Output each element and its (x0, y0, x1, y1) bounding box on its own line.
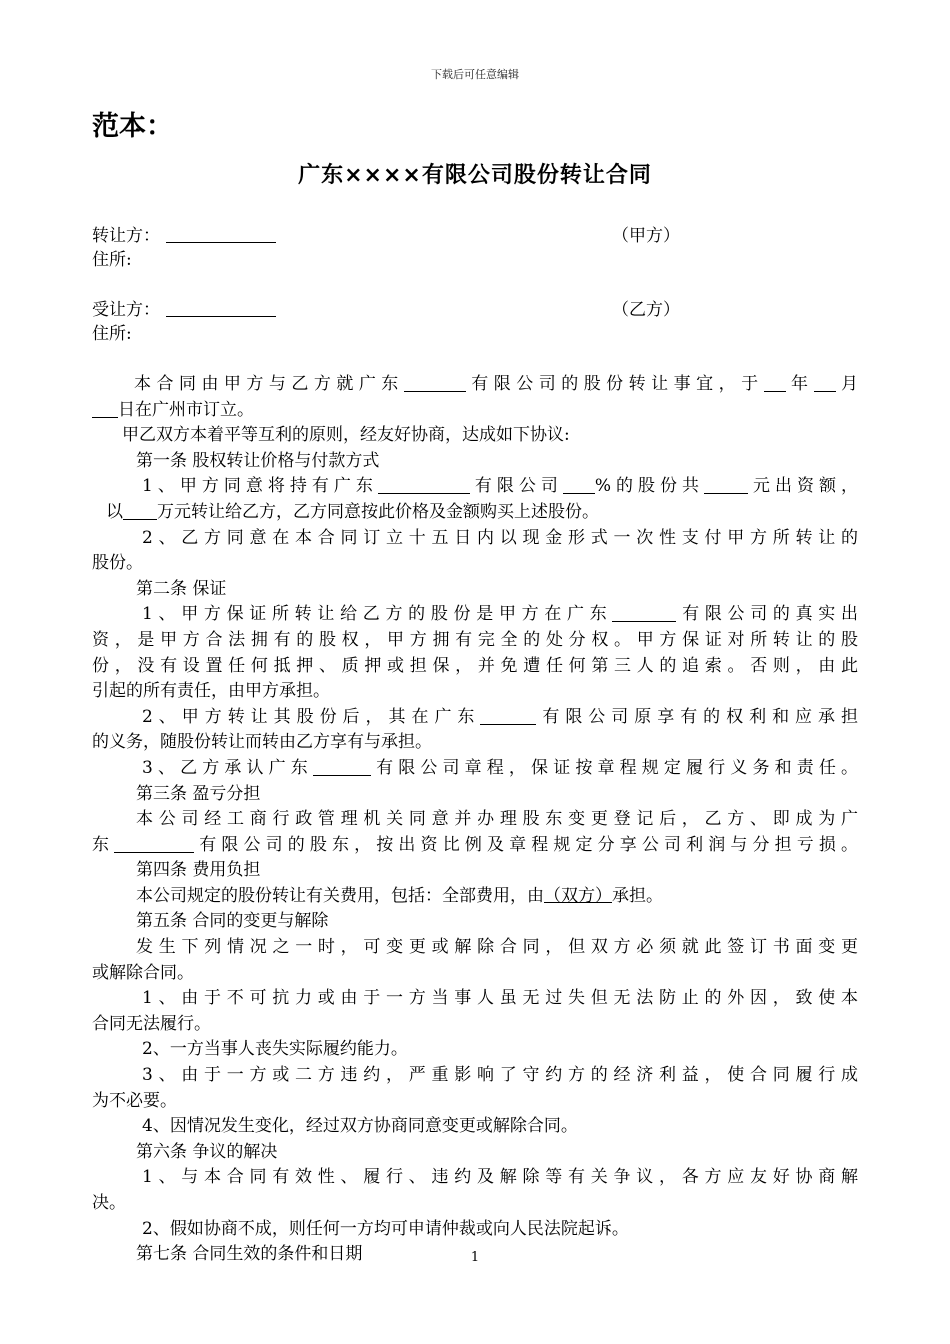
text-line: 为不必要。 (92, 1090, 177, 1111)
text-line: 甲乙双方本着平等互利的原则，经友好协商，达成如下协议: (122, 425, 570, 446)
text-line: 3、由于一方或二方违约，严重影响了守约方的经济利益，使合同履行成 (142, 1065, 858, 1086)
article-heading: 第一条 股权转让价格与付款方式 (136, 450, 380, 471)
blank-line (563, 476, 595, 494)
text-line: 3、乙方承认广东 有限公司章程，保证按章程规定履行义务和责任。 (142, 757, 858, 778)
text-line: 份，没有设置任何抵押、质押或担保，并免遭任何第三人的追索。否则，由此 (92, 655, 858, 676)
article-heading: 第七条 合同生效的条件和日期 (136, 1244, 363, 1265)
text-line: 1、由于不可抗力或由于一方当事人虽无过失但无法防止的外因，致使本 (142, 988, 858, 1009)
text-line: 引起的所有责任，由甲方承担。 (92, 681, 330, 702)
text-line: 1、甲方保证所转让给乙方的股份是甲方在广东 有限公司的真实出 (142, 604, 859, 625)
transferor-address-label: 住所: (92, 250, 132, 270)
blank-line (612, 604, 676, 622)
text-line: 资，是甲方合法拥有的股权，甲方拥有完全的处分权。甲方保证对所转让的股 (92, 629, 858, 650)
text-line: 4、因情况发生变化，经过双方协商同意变更或解除合同。 (142, 1116, 578, 1137)
text-line: 本合同由甲方与乙方就广东 有限公司的股份转让事宜，于 年 月 (134, 374, 859, 394)
header-note: 下载后可任意编辑 (431, 68, 519, 81)
blank-line (704, 476, 748, 494)
blank-line (814, 374, 836, 392)
text-line: 1、甲方同意将持有广东 有限公司 %的股份共 元出资额， (142, 476, 859, 497)
blank-line (378, 476, 470, 494)
blank-line (92, 400, 118, 418)
text-line: 1、与本合同有效性、履行、违约及解除等有关争议，各方应友好协商解 (142, 1167, 858, 1188)
transferee-tag: （乙方） (612, 300, 680, 320)
text-line: 2、假如协商不成，则任何一方均可申请仲裁或向人民法院起诉。 (142, 1218, 629, 1239)
sample-label: 范本： (92, 111, 173, 142)
article-heading: 第三条 盈亏分担 (136, 783, 261, 804)
underlined-term: （双方） (544, 885, 612, 906)
article-heading: 第五条 合同的变更与解除 (136, 911, 329, 932)
transferee-label: 受让方： (92, 300, 160, 320)
text-line: 2、甲方转让其股份后，其在广东 有限公司原享有的权利和应承担 (142, 706, 858, 727)
text-line: 决。 (92, 1193, 126, 1213)
text-line: 或解除合同。 (92, 962, 194, 983)
transferor-label: 转让方： (92, 226, 160, 246)
blank-line (764, 374, 786, 392)
text-line: 以 万元转让给乙方，乙方同意按此价格及金额购买上述股份。 (106, 501, 599, 522)
blank-line (114, 835, 194, 853)
transferee-blank (166, 299, 276, 317)
text-line: 2、一方当事人丧失实际履约能力。 (142, 1039, 408, 1060)
transferor-tag: （甲方） (612, 226, 680, 246)
text-line: 的义务，随股份转让而转由乙方享有与承担。 (92, 732, 432, 753)
blank-line (480, 707, 536, 725)
text-line: 发生下列情况之一时，可变更或解除合同，但双方必须就此签订书面变更 (136, 937, 858, 958)
article-heading: 第二条 保证 (136, 578, 227, 599)
transferee-address-label: 住所: (92, 324, 132, 344)
transferee-block (92, 298, 862, 346)
article-heading: 第四条 费用负担 (136, 860, 261, 881)
contract-body (92, 372, 858, 1268)
text-line: 本公司规定的股份转让有关费用，包括：全部费用，由（双方）承担。 (136, 885, 663, 906)
blank-line (404, 374, 466, 392)
text-line: 股份。 (92, 553, 143, 574)
blank-line (313, 758, 371, 776)
text-line: 2、乙方同意在本合同订立十五日内以现金形式一次性支付甲方所转让的 (142, 527, 858, 548)
text-line: 本公司经工商行政管理机关同意并办理股东变更登记后，乙方、即成为广 (136, 809, 858, 830)
article-heading: 第六条 争议的解决 (136, 1141, 278, 1162)
text-line: 日在广州市订立。 (92, 398, 858, 424)
transferor-blank (166, 225, 276, 243)
transferor-block (92, 224, 862, 272)
page-number: 1 (470, 1250, 480, 1265)
document-title: 广东××××有限公司股份转让合同 (298, 163, 652, 188)
text-line: 合同无法履行。 (92, 1013, 211, 1034)
text-line: 东 有限公司的股东，按出资比例及章程规定分享公司利润与分担亏损。 (92, 834, 859, 855)
blank-line (123, 502, 157, 520)
